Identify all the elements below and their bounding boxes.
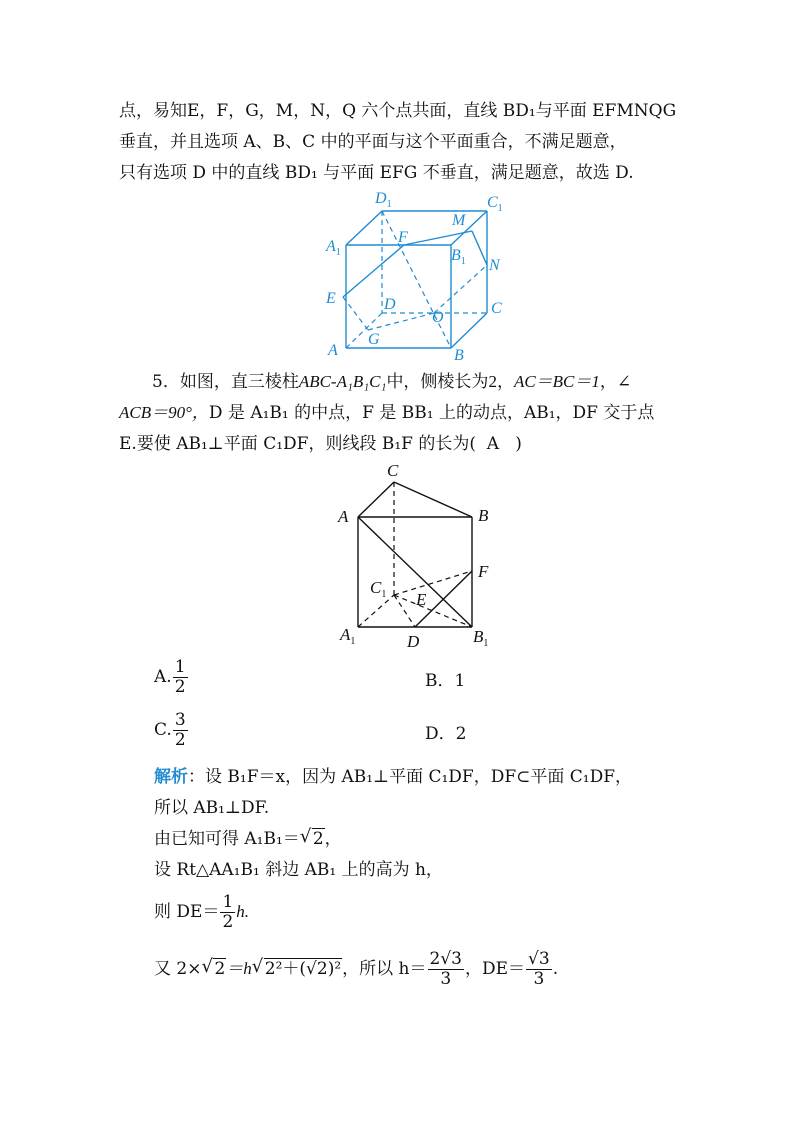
option-a[interactable]: A. $\frac{1}{2}$ [154,657,186,697]
label-c1: $C_1$ [370,578,387,600]
label-d: D [384,296,396,313]
label-c: C [387,461,399,480]
option-c[interactable]: C. $\frac{3}{2}$ [154,710,186,750]
option-b[interactable]: B．1 [425,671,466,691]
label-a1: $A_1$ [326,238,341,258]
label-c1: $C_1$ [487,194,503,214]
option-d[interactable]: D．2 [425,724,467,744]
analysis-line-2: 所以 AB₁⊥DF. [154,798,270,818]
label-d1: $D_1$ [375,190,392,210]
label-n: N [489,257,500,274]
analysis-line-5: 则 DE＝ $\frac{1}{2}$ h. [154,892,250,932]
label-b: B [478,506,489,525]
prism-figure [330,455,510,655]
answer-choice: A [486,434,500,454]
paragraph-line-1: 点，易知E，F，G，M，N，Q 六个点共面，直线 BD₁与平面 EFMNQG [119,101,677,121]
question-5-line-1: 5．如图，直三棱柱ABC-A₁B₁C₁中，侧棱长为2，AC＝BC＝1，∠ [152,372,632,392]
label-a: A [328,342,338,359]
paragraph-line-3: 只有选项 D 中的直线 BD₁ 与平面 EFG 不垂直，满足题意，故选 D. [119,163,634,183]
label-b: B [454,347,464,364]
analysis-line-6: 又 2×√ 2＝h√ 2²＋(√2)²，所以 h＝ $\frac{2√3}{3}$ ，DE＝ $\frac{√3}{3}$ . [154,950,558,989]
label-g: G [368,331,380,348]
label-c: C [491,300,502,317]
label-f: F [478,562,489,581]
question-5-line-3: E.要使 AB₁⊥平面 C₁DF，则线段 B₁F 的长为( A ) [119,434,522,454]
analysis-line-4: 设 Rt△AA₁B₁ 斜边 AB₁ 上的高为 h， [154,860,443,880]
label-f: F [398,229,408,246]
label-d: D [407,632,420,651]
label-a1: $A_1$ [340,625,356,647]
label-b1: $B_1$ [473,627,489,649]
cube-figure [310,185,520,365]
paragraph-line-2: 垂直，并且选项 A、B、C 中的平面与这个平面重合，不满足题意， [119,132,627,152]
question-5-line-2: ACB＝90°，D 是 A₁B₁ 的中点，F 是 BB₁ 上的动点，AB₁，DF 交于点 [119,403,655,423]
label-b1: $B_1$ [451,247,466,267]
label-a: A [338,507,349,526]
analysis-label: 解析 [154,767,188,787]
analysis-line-3: 由已知可得 A₁B₁＝√ 2， [154,828,342,850]
analysis-line-1: 解析：设 B₁F＝x，因为 AB₁⊥平面 C₁DF，DF⊂平面 C₁DF， [154,767,633,787]
label-o: O [432,309,444,326]
label-m: M [452,212,466,229]
label-e: E [326,290,336,307]
label-e: E [416,590,427,609]
